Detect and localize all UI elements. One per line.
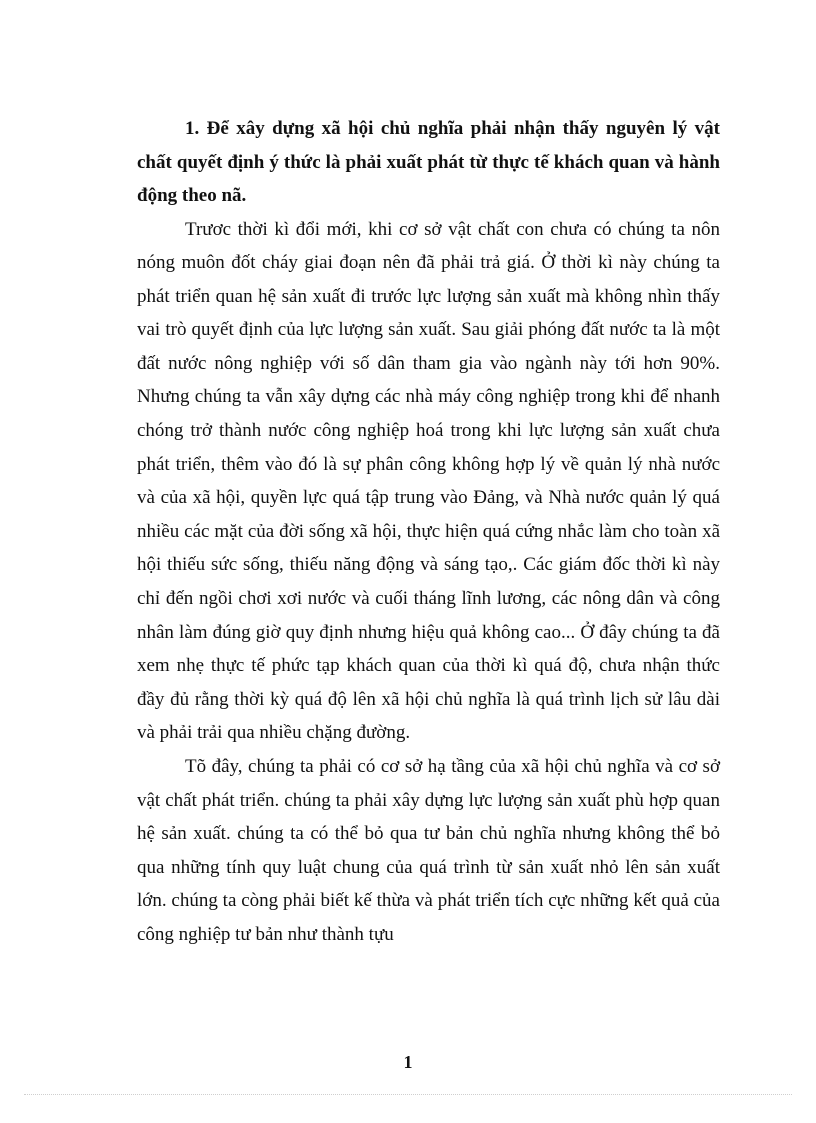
section-heading: 1. Để xây dựng xã hội chủ nghĩa phải nhận thấy nguyên lý vật chất quyết định ý thức là phải xuất phát từ thực tế khách quan và hành động theo nã. xyxy=(137,118,720,206)
body-paragraph-1: Trươc thời kì đổi mới, khi cơ sở vật chất con chưa có chúng ta nôn nóng muôn đốt cháy giai đoạn nên đã phải trả giá. Ở thời kì này chúng ta phát triển quan hệ sản xuất đi trước lực lượng sản xuất mà không nhìn thấy vai trò quyết định của lực lượng sản xuất. Sau giải phóng đất nước ta là một đất nước nông nghiệp với số dân tham gia vào ngành này tới hơn 90%. Nhưng chúng ta vẫn xây dựng các nhà máy công nghiệp trong khi để nhanh chóng trở thành nước công nghiệp hoá trong khi lực lượng sản xuất chưa phát triển, thêm vào đó là sự phân công không hợp lý về quản lý nhà nước và của xã hội, quyền lực quá tập trung vào Đảng, và Nhà nước quản lý quá nhiều các mặt của đời sống xã hội, thực hiện quá cứng nhắc làm cho toàn xã hội thiếu sức sống, thiếu năng động và sáng tạo,. Các giám đốc thời kì này chỉ đến ngồi chơi xơi nước và cuối tháng lĩnh lương, các nông dân và công nhân làm đúng giờ quy định nhưng hiệu quả không cao... Ở đây chúng ta đã xem nhẹ thực tế phức tạp khách quan của thời kì quá độ, chưa nhận thức đầy đủ rằng thời kỳ quá độ lên xã hội chủ nghĩa là quá trình lịch sử lâu dài và phải trải qua nhiều chặng đường. xyxy=(137,218,720,744)
page-number: 1 xyxy=(403,1052,413,1072)
page-content xyxy=(137,112,720,952)
footer-divider xyxy=(24,1094,792,1095)
body-paragraph-2: Tõ đây, chúng ta phải có cơ sở hạ tầng của xã hội chủ nghĩa và cơ sở vật chất phát triển. chúng ta phải xây dựng lực lượng sản xuất phù hợp quan hệ sản xuất. chúng ta có thể bỏ qua tư bản chủ nghĩa nhưng không thể bỏ qua những tính quy luật chung của quá trình từ sản xuất nhỏ lên sản xuất lớn. chúng ta còng phải biết kế thừa và phát triển tích cực những kết quả của công nghiệp tư bản như thành tựu xyxy=(137,756,720,945)
